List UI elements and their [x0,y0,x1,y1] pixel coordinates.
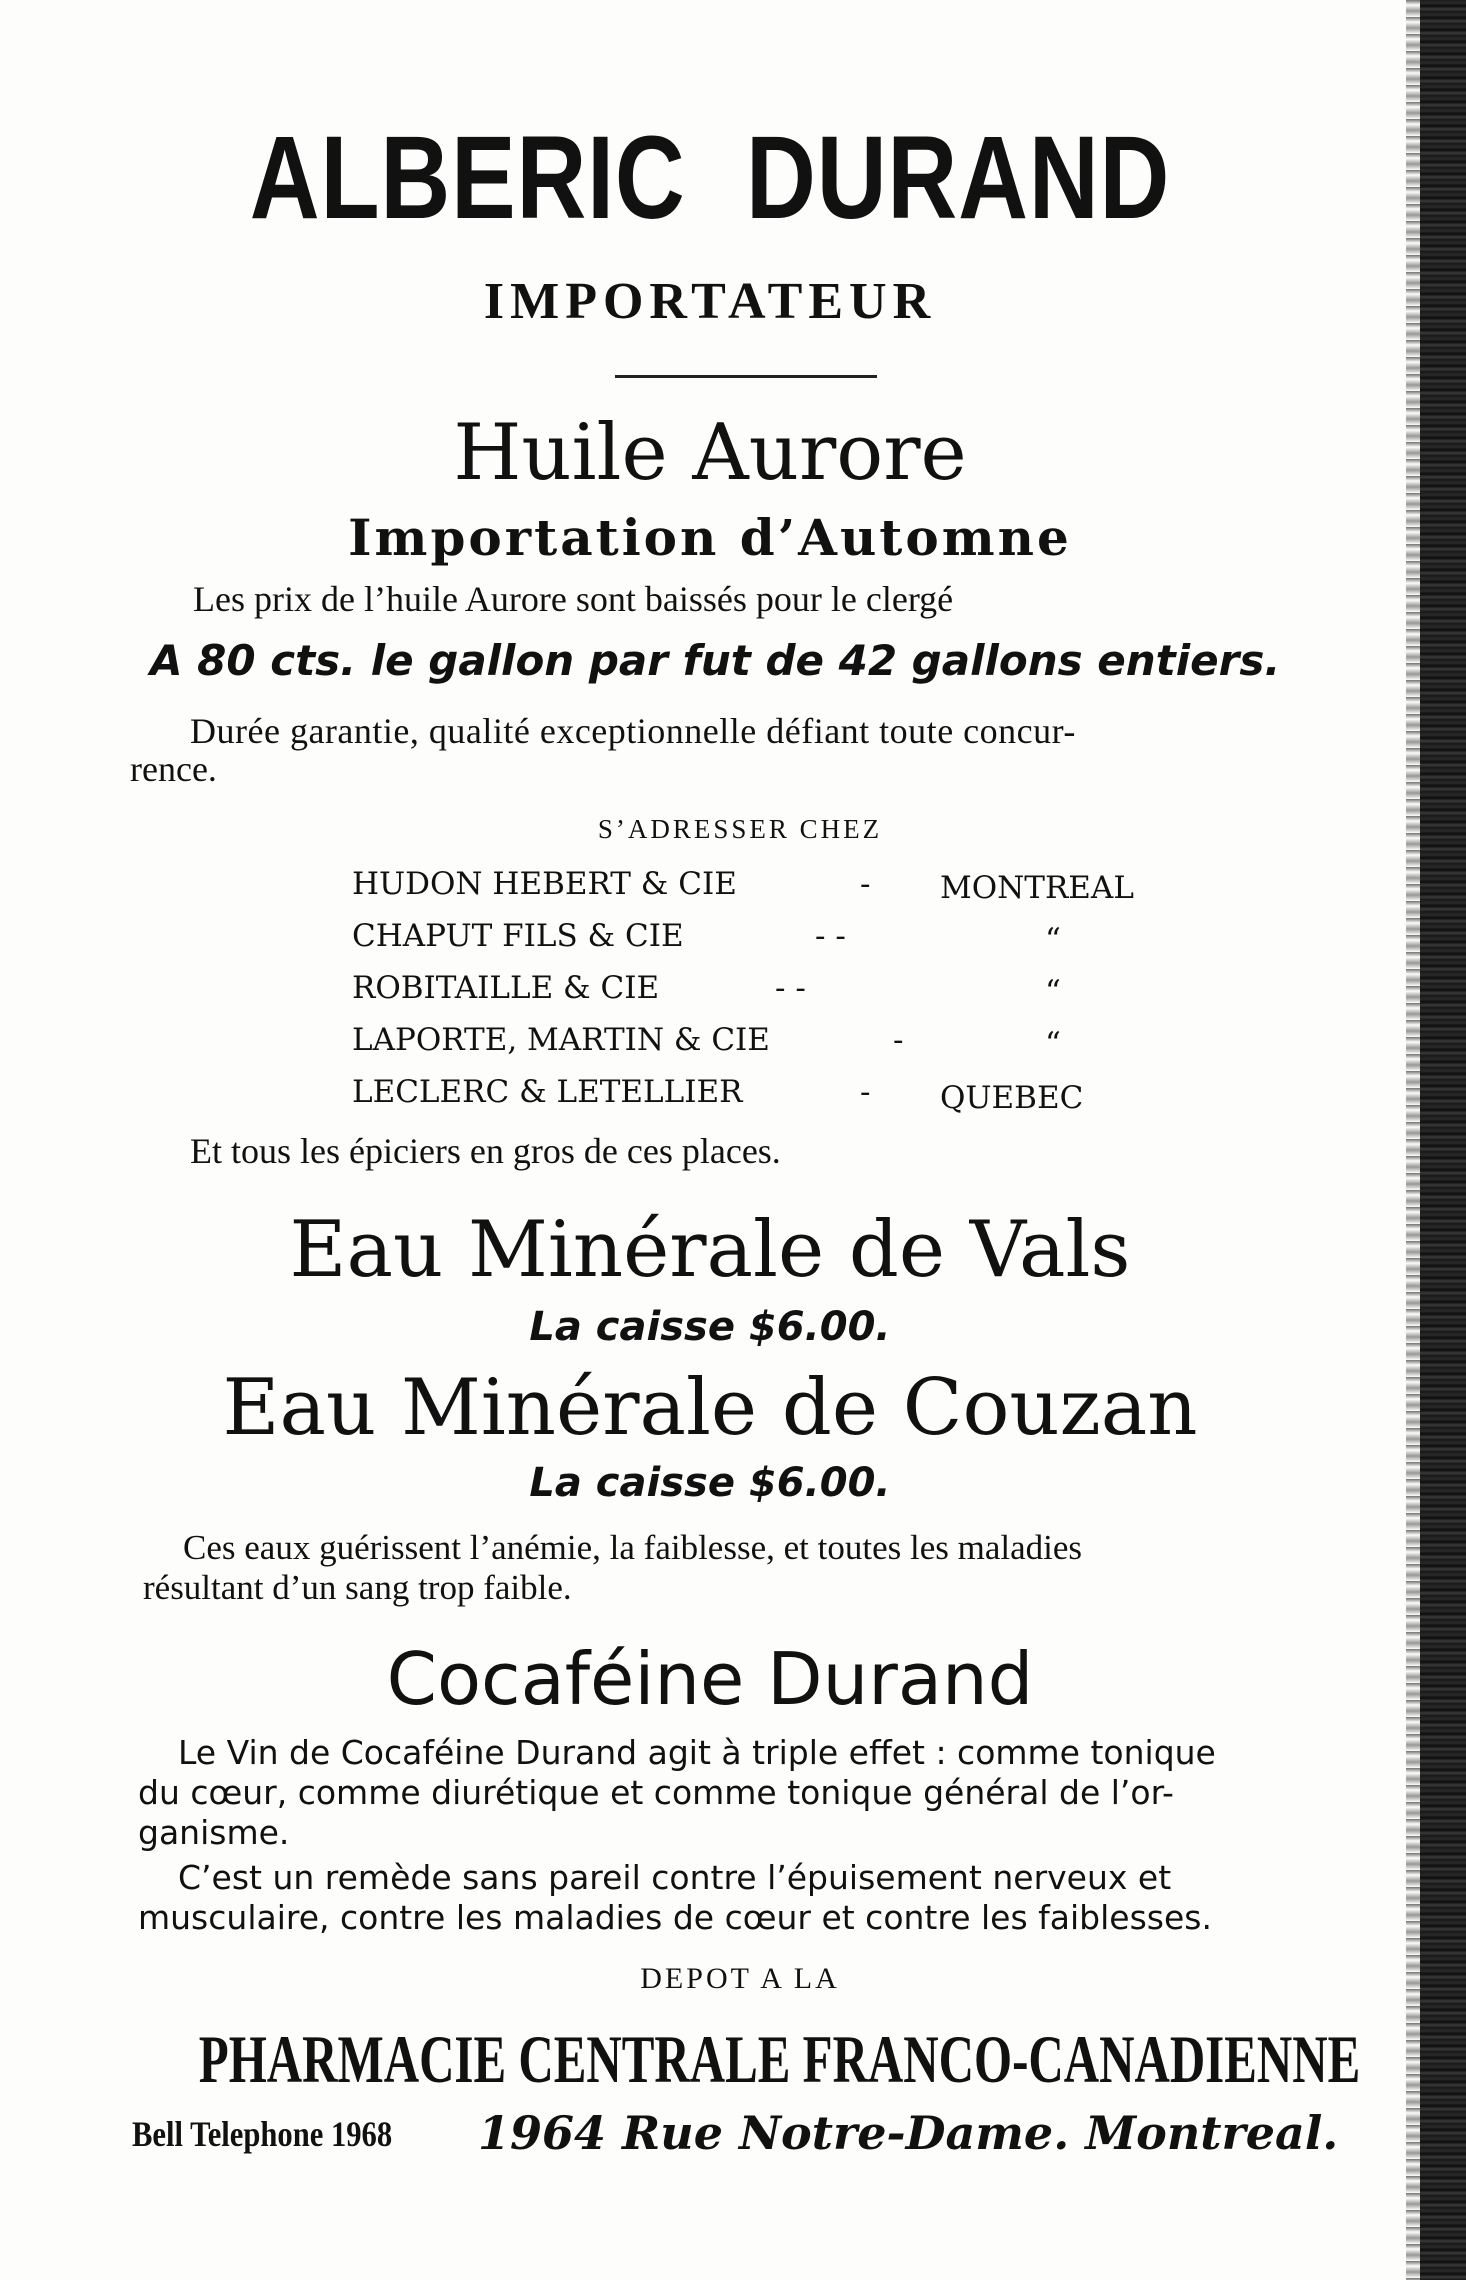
agent-name: HUDON HEBERT & CIE [352,866,737,902]
agent-city: “ [1045,922,1061,958]
huile-description-line1: Durée garantie, qualité exceptionnelle défiant toute concur- [190,711,1076,751]
couzan-description-line2: résultant d’un sang trop faible. [143,1568,572,1607]
couzan-description-line1: Ces eaux guérissent l’anémie, la faiblesse, et toutes les maladies [183,1528,1083,1567]
cocafeine-line2: du cœur, comme diurétique et comme tonique général de l’or- [138,1773,1174,1812]
cocafeine-line1: Le Vin de Cocaféine Durand agit à triple effet : comme tonique [178,1733,1216,1772]
agent-name: CHAPUT FILS & CIE [352,918,684,954]
scanned-page-edge [1420,0,1466,2280]
agent-city: “ [1045,974,1061,1010]
cocafeine-heading: Cocaféine Durand [386,1637,1034,1721]
agent-name: LAPORTE, MARTIN & CIE [352,1022,770,1058]
huile-price-line: A 80 cts. le gallon par fut de 42 gallons entiers. [150,636,1281,685]
agent-city: “ [1045,1026,1061,1062]
couzan-price: La caisse $6.00. [529,1460,891,1506]
depot-label: DEPOT A LA [640,1962,840,1995]
divider-rule [615,375,877,378]
agent-dash: - - [815,918,846,954]
huile-description-line2: rence. [130,749,217,789]
contact-label: S’ADRESSER CHEZ [597,814,883,844]
wholesalers-note: Et tous les épiciers en gros de ces places. [190,1131,781,1171]
huile-price-intro: Les prix de l’huile Aurore sont baissés pour le clergé [193,579,954,619]
agent-dash: - - [775,970,806,1006]
agent-name: LECLERC & LETELLIER [352,1074,743,1110]
agent-dash: - [860,866,871,902]
couzan-heading: Eau Minérale de Couzan [222,1363,1198,1453]
page-subtitle: IMPORTATEUR [483,273,937,330]
agent-city: QUEBEC [940,1080,1084,1116]
agent-city: MONTREAL [940,870,1134,906]
pharmacy-name: PHARMACIE CENTRALE FRANCO-CANADIENNE [198,2021,1361,2097]
agent-dash: - [893,1022,904,1058]
street-address: 1964 Rue Notre-Dame. Montreal. [478,2106,1339,2160]
agent-name: ROBITAILLE & CIE [352,970,660,1006]
vals-price: La caisse $6.00. [529,1304,891,1350]
cocafeine-line5: musculaire, contre les maladies de cœur et contre les faiblesses. [138,1898,1212,1937]
huile-subheading: Importation d’Automne [348,508,1072,567]
vals-heading: Eau Minérale de Vals [289,1205,1131,1295]
agent-dash: - [860,1074,871,1110]
page-title: ALBERIC DURAND [249,112,1171,244]
telephone-number: Bell Telephone 1968 [132,2114,393,2154]
huile-heading: Huile Aurore [453,408,967,498]
cocafeine-line3: ganisme. [138,1813,290,1852]
cocafeine-line4: C’est un remède sans pareil contre l’épuisement nerveux et [178,1858,1172,1897]
